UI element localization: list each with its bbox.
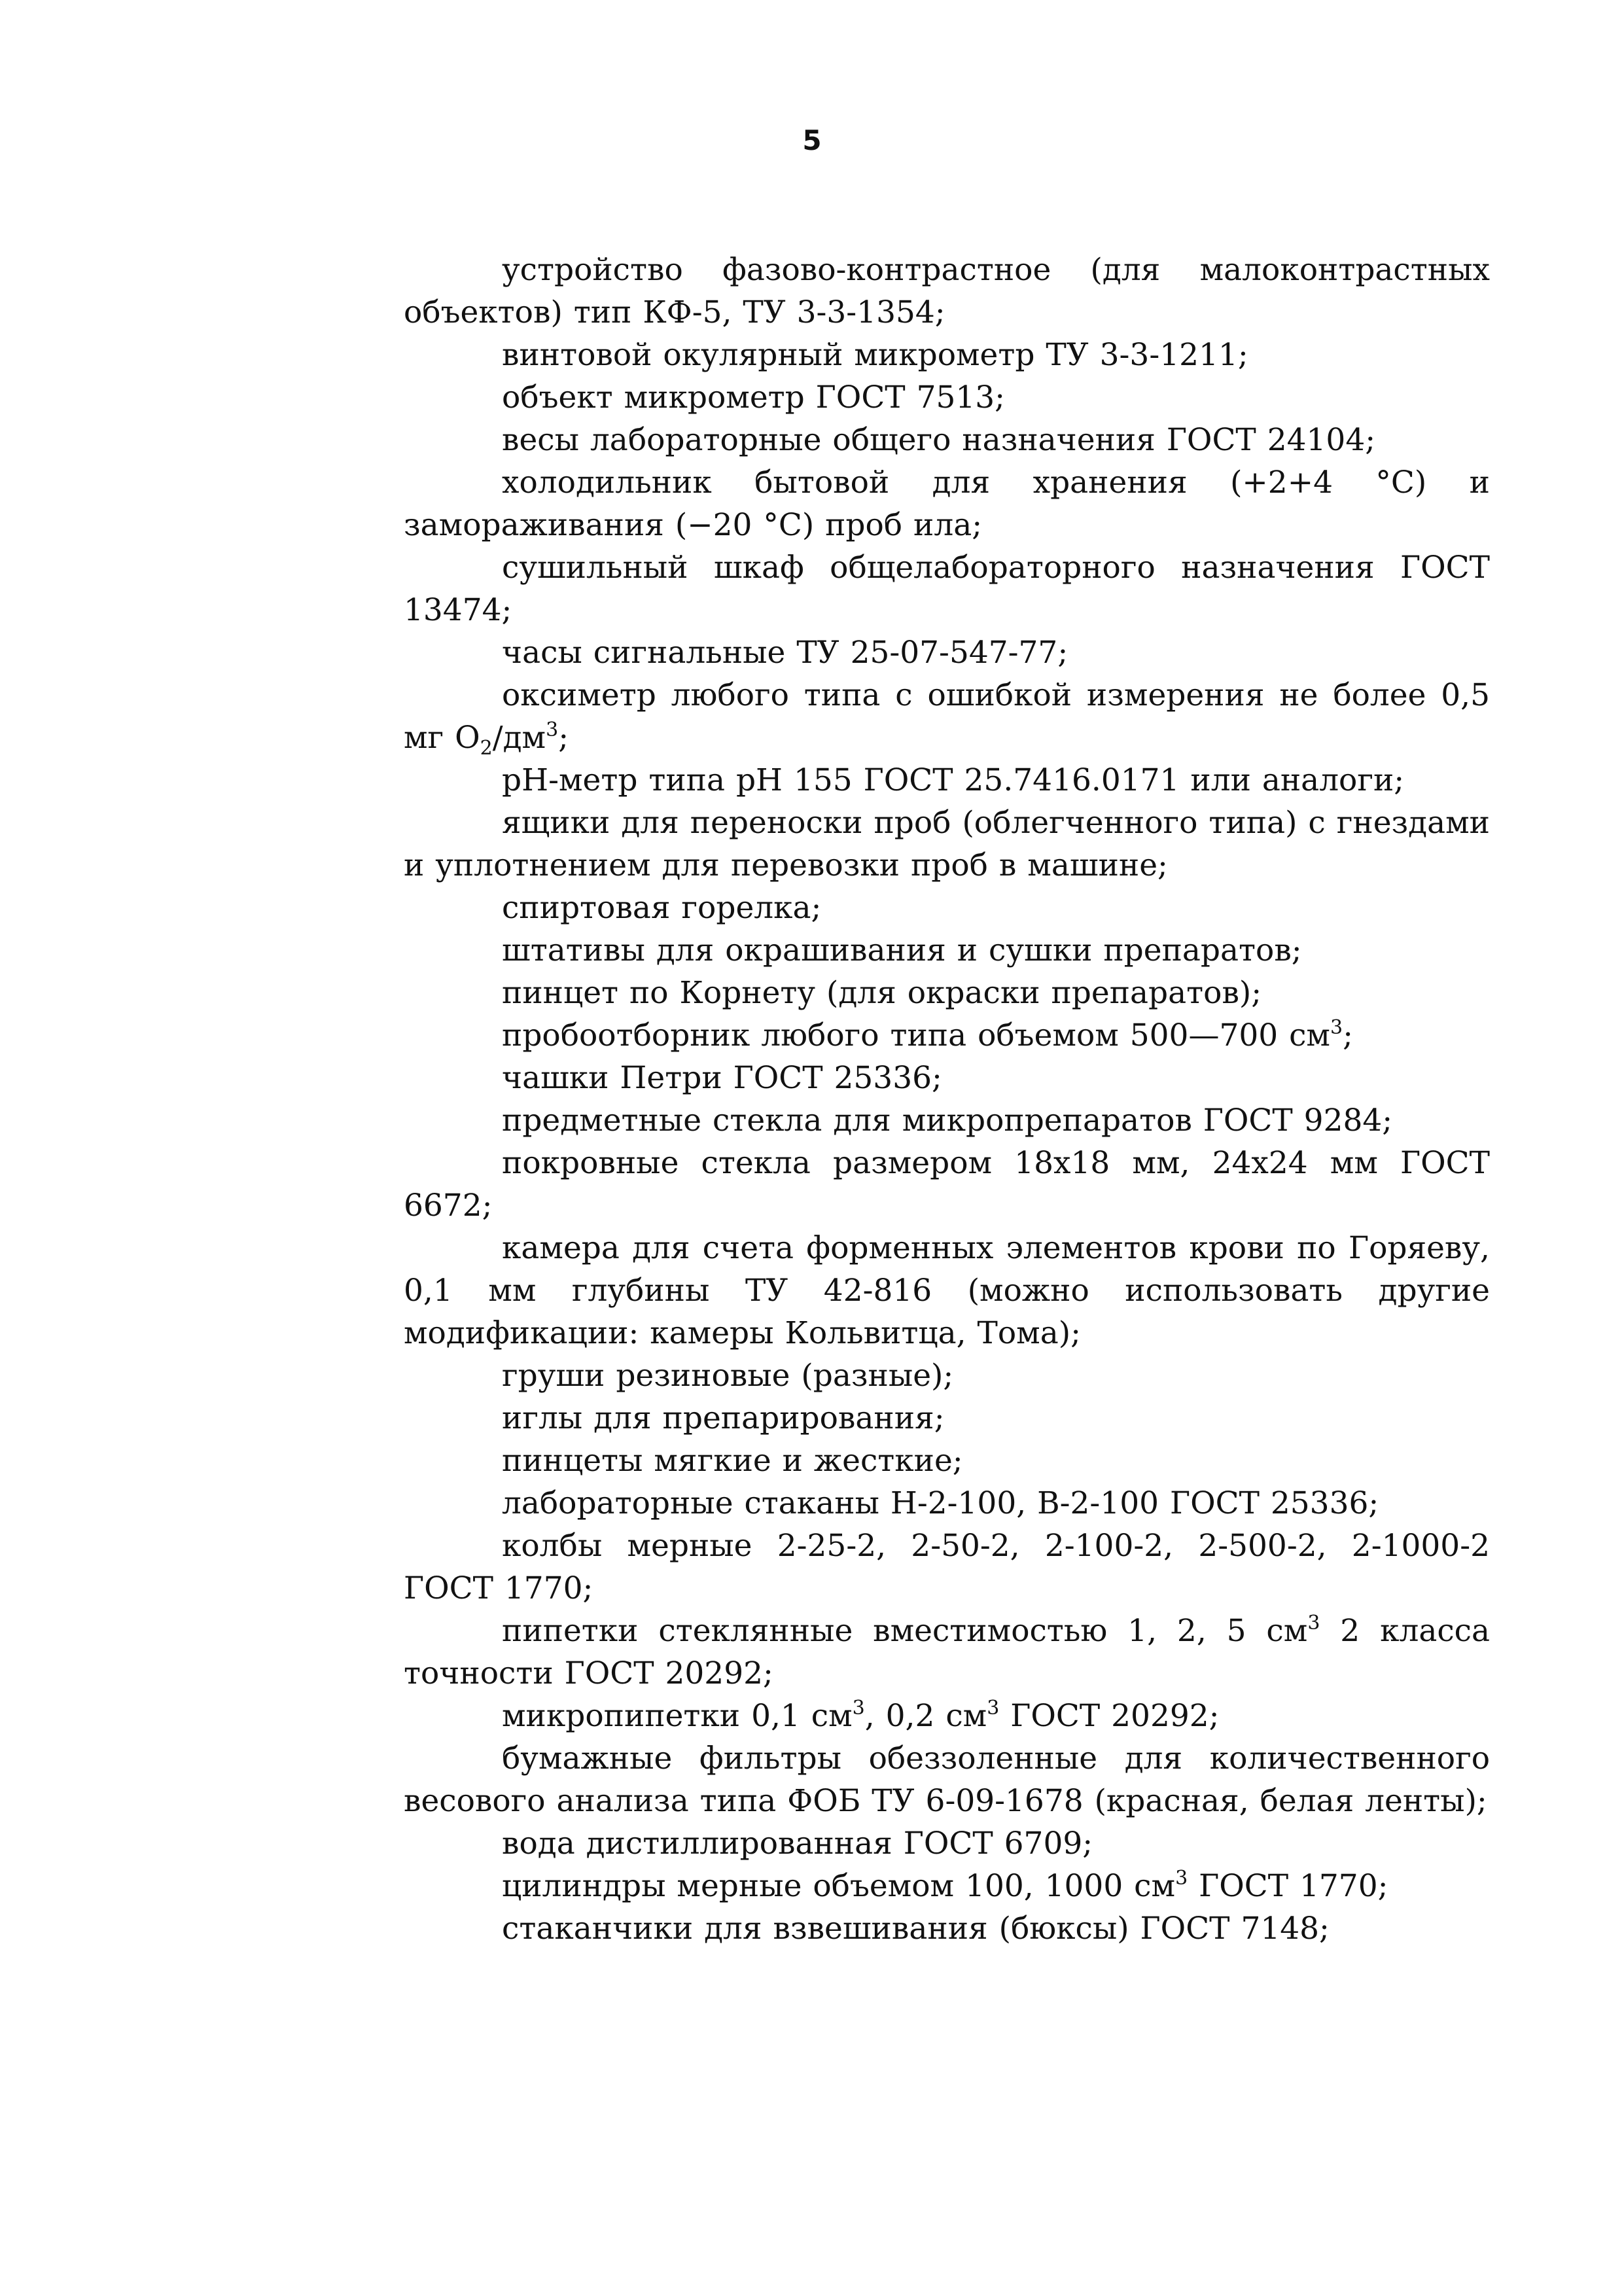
list-item: покровные стекла размером 18х18 мм, 24х24 мм ГОСТ 6672; (404, 1145, 1490, 1224)
list-item: чашки Петри ГОСТ 25336; (502, 1060, 942, 1096)
list-item (404, 674, 1490, 759)
item-text: 2 класса точности ГОСТ 20292; (404, 1613, 1491, 1691)
list-item: весы лабораторные общего назначения ГОСТ 24104; (502, 422, 1376, 458)
list-item: pH-метр типа pH 155 ГОСТ 25.7416.0171 или аналоги; (502, 762, 1405, 798)
item-text: ; (1343, 1017, 1353, 1053)
list-item: штативы для окрашивания и сушки препаратов; (502, 932, 1302, 968)
list-item: груши резиновые (разные); (502, 1358, 954, 1394)
list-item: камера для счета форменных элементов крови по Горяеву, 0,1 мм глубины ТУ 42-816 (можно использовать другие модификации: камеры Кольвитца, Тома); (404, 1230, 1490, 1351)
item-text: ГОСТ 20292; (999, 1698, 1220, 1734)
list-item: предметные стекла для микропрепаратов ГОСТ 9284; (502, 1103, 1393, 1139)
list-item: ящики для переноски проб (облегченного типа) с гнездами и уплотнением для перевозки проб в машине; (404, 805, 1490, 883)
subscript: 2 (480, 737, 493, 760)
list-item: лабораторные стаканы Н-2-100, В-2-100 ГОСТ 25336; (502, 1485, 1379, 1521)
list-item: спиртовая горелка; (502, 890, 822, 926)
list-item: пинцеты мягкие и жесткие; (502, 1443, 963, 1479)
list-item: колбы мерные 2-25-2, 2-50-2, 2-100-2, 2-500-2, 2-1000-2 ГОСТ 1770; (404, 1528, 1490, 1606)
item-text: пробоотборник любого типа объемом 500—700 см (502, 1017, 1330, 1053)
item-text: ГОСТ 1770; (1188, 1868, 1388, 1904)
list-item (404, 1695, 1490, 1737)
item-text: оксиметр любого типа с ошибкой измерения не более 0,5 мг О (404, 677, 1490, 756)
list-item: холодильник бытовой для хранения (+2+4 °С) и замораживания (−20 °С) проб ила; (404, 465, 1490, 543)
list-item (404, 1610, 1490, 1695)
superscript: 3 (546, 718, 559, 741)
superscript: 3 (1307, 1612, 1320, 1634)
list-item: бумажные фильтры обеззоленные для количественного весового анализа типа ФОБ ТУ 6-09-1678 (красная, белая ленты); (404, 1740, 1490, 1819)
item-text: микропипетки 0,1 см (502, 1698, 853, 1734)
superscript: 3 (1330, 1016, 1343, 1039)
item-text: цилиндры мерные объемом 100, 1000 см (502, 1868, 1176, 1904)
list-item: стаканчики для взвешивания (бюксы) ГОСТ 7148; (502, 1911, 1330, 1947)
item-text: ; (558, 720, 569, 756)
list-item: иглы для препарирования; (502, 1400, 945, 1436)
equipment-list (404, 249, 1490, 1950)
list-item (404, 1014, 1490, 1057)
superscript: 3 (852, 1697, 865, 1720)
list-item: устройство фазово-контрастное (для малоконтрастных объектов) тип КФ-5, ТУ 3-3-1354; (404, 252, 1490, 330)
item-text: пипетки стеклянные вместимостью 1, 2, 5 см (502, 1613, 1308, 1649)
list-item: объект микрометр ГОСТ 7513; (502, 380, 1006, 415)
list-item (404, 1865, 1490, 1907)
item-text: , 0,2 см (864, 1698, 987, 1734)
item-text: /дм (492, 720, 546, 756)
list-item: сушильный шкаф общелабораторного назначения ГОСТ 13474; (404, 550, 1490, 628)
list-item: пинцет по Корнету (для окраски препаратов); (502, 975, 1262, 1011)
list-item: часы сигнальные ТУ 25-07-547-77; (502, 635, 1068, 671)
superscript: 3 (987, 1697, 1000, 1720)
superscript: 3 (1175, 1867, 1188, 1890)
list-item: винтовой окулярный микрометр ТУ 3-3-1211; (502, 337, 1248, 373)
page-number: 5 (802, 124, 822, 156)
list-item: вода дистиллированная ГОСТ 6709; (502, 1826, 1093, 1862)
